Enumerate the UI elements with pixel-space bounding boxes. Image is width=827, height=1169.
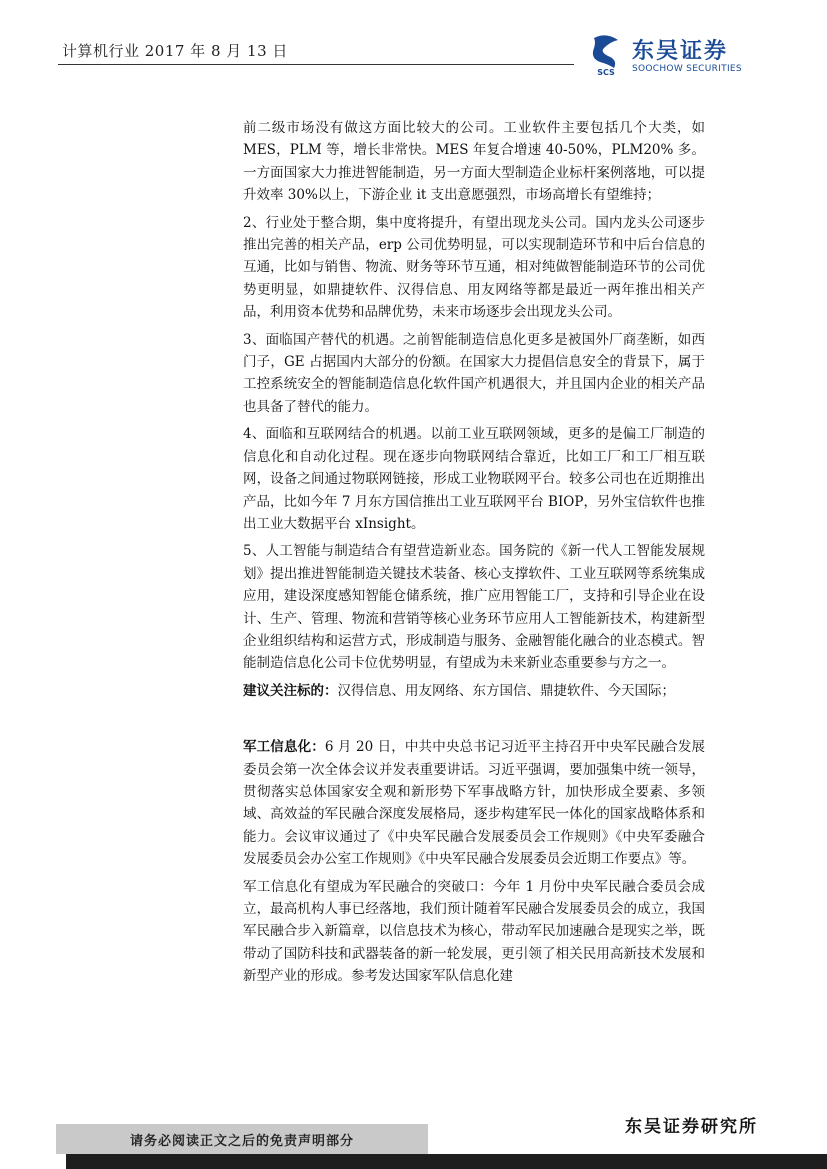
logo-mark-text: SCS xyxy=(597,68,615,76)
footer-dark-bar xyxy=(66,1154,827,1169)
paragraph-ai-manufacturing: 5、人工智能与制造结合有望营造新业态。国务院的《新一代人工智能发展规划》提出推进智能制造关键技术装备、核心支撑软件、工业互联网等系统集成应用，建设深度感知智能仓储系统，推广应用智能工厂，支持和引导企业在设计、生产、管理、物流和营销等核心业务环节应用人工智能新技术，构建新型企业组织结构和运营方式，形成制造与服务、金融智能化融合的业态模式。智能制造信息化公司卡位优势明显，有望成为未来新业态重要参与方之一。 xyxy=(243,543,705,672)
paragraph-civil-military-fusion: 军工信息化有望成为军民融合的突破口：今年 1 月份中央军民融合委员会成立，最高机构人事已经落地，我们预计随着军民融合发展委员会的成立，我国军民融合步入新篇章，以信息技术为核心，带动军民加速融合是现实之举，既带动了国防科技和武器装备的新一轮发展，更引领了相关民用高新技术发展和新型产业的形成。参考发达国家军队信息化建 xyxy=(243,878,705,985)
military-text: 6 月 20 日，中共中央总书记习近平主持召开中央军民融合发展委员会第一次全体会议并发表重要讲话。习近平强调，要加强集中统一领导，贯彻落实总体国家安全观和新形势下军事战略方针，加快形成全要素、多领域、高效益的军民融合深度发展格局，逐步构建军民一体化的国家战略体系和能力。会议审议通过了《中央军民融合发展委员会工作规则》《中央军委融合发展委员会办公室工作规则》《中央军民融合发展委员会近期工作要点》等。 xyxy=(243,739,706,868)
logo-english-name: SOOCHOW SECURITIES xyxy=(632,64,742,74)
paragraph-recommendations xyxy=(243,680,705,702)
footer-disclaimer: 请务必阅读正文之后的免责声明部分 xyxy=(130,1134,355,1149)
paragraph-consolidation: 2、行业处于整合期，集中度将提升，有望出现龙头公司。国内龙头公司逐步推出完善的相关产品，erp 公司优势明显，可以实现制造环节和中后台信息的互通，比如与销售、物流、财务等环节互通，相对纯做智能制造环节的公司优势更明显，如鼎捷软件、汉得信息、用友网络等都是最近一两年推出相关产品，利用资本优势和品牌优势，未来市场逐步会出现龙头公司。 xyxy=(243,214,705,321)
paragraph-industrial-software: 前二级市场没有做这方面比较大的公司。工业软件主要包括几个大类，如 MES，PLM 等，增长非常快。MES 年复合增速 40-50%，PLM20% 多。一方面国家大力推进智能制造，另一方面大型制造企业标杆案例落地，可以提升效率 30%以上，下游企业 it 支出意愿强烈，市场高增长有望维持； xyxy=(243,120,705,204)
header-divider xyxy=(58,64,574,65)
recommendation-stocks: 汉得信息、用友网络、东方国信、鼎捷软件、今天国际； xyxy=(337,682,675,699)
military-label: 军工信息化： xyxy=(243,739,325,756)
company-logo xyxy=(588,34,778,76)
paragraph-import-substitution: 3、面临国产替代的机遇。之前智能制造信息化更多是被国外厂商垄断，如西门子，GE 占据国内大部分的份额。在国家大力提倡信息安全的背景下，属于工控系统安全的智能制造信息化软件国产机遇很大，并且国内企业的相关产品也具备了替代的能力。 xyxy=(243,331,705,415)
logo-chinese-name: 东吴证券 xyxy=(632,39,729,64)
report-header-title: 计算机行业 2017 年 8 月 13 日 xyxy=(62,42,288,60)
paragraph-internet-integration: 4、面临和互联网结合的机遇。以前工业互联网领域，更多的是偏工厂制造的信息化和自动化过程。现在逐步向物联网结合靠近，比如工厂和工厂相互联网，设备之间通过物联网链接，形成工业物联网平台。较多公司也在近期推出产品，比如今年 7 月东方国信推出工业互联网平台 BIOP，另外宝信软件也推出工业大数据平台 xInsight。 xyxy=(243,426,705,532)
paragraph-military-informatization xyxy=(243,736,705,870)
recommendation-label: 建议关注标的： xyxy=(243,682,338,699)
soochow-logo-icon xyxy=(588,34,624,76)
footer-institute-name: 东吴证券研究所 xyxy=(625,1117,758,1137)
report-body xyxy=(243,117,705,993)
